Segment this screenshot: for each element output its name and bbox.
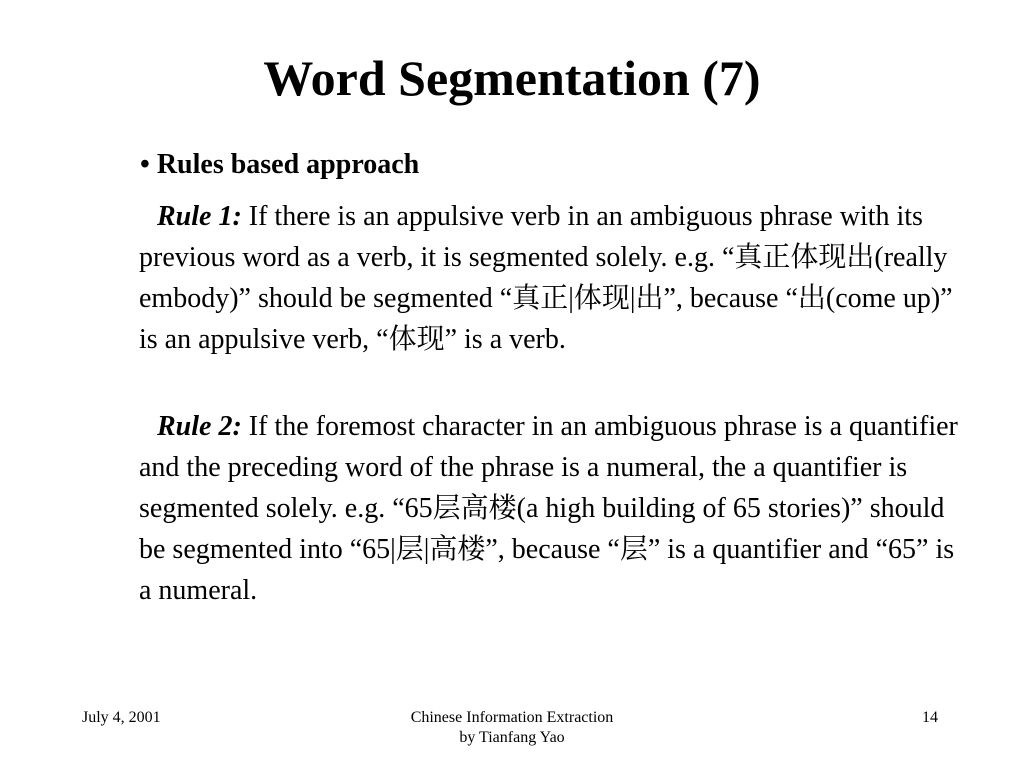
footer-title-line2: by Tianfang Yao <box>459 729 565 746</box>
footer-date: July 4, 2001 <box>82 709 161 726</box>
bullet-symbol: • <box>140 149 150 180</box>
slide-title: Word Segmentation (7) <box>263 50 761 106</box>
footer-title-line1: Chinese Information Extraction <box>410 709 614 726</box>
footer-title <box>312 708 712 748</box>
rule-2-text: If the foremost character in an ambiguous phrase is a quantifier and the preceding word of the phrase is a numeral, the a quantifier is segmented solely. e.g. “65层高楼(a high building of 65 stories)” should be segmented into “65|层|高楼”, because “层” is a quantifier and “65” is a numeral. <box>139 411 958 606</box>
page-number: 14 <box>922 709 938 726</box>
rule-1-label: Rule 1: <box>157 201 242 232</box>
rule-2-label: Rule 2: <box>157 411 242 442</box>
rule-1-paragraph <box>139 196 969 360</box>
rule-2-paragraph <box>139 406 969 611</box>
bullet-text: Rules based approach <box>156 149 420 180</box>
rule-1-text: If there is an appulsive verb in an ambiguous phrase with its previous word as a verb, it is segmented solely. e.g. “真正体现出(really embody)” should be segmented “真正|体现|出”, because “出(come up)” is an appulsive verb, “体现” is a verb. <box>139 201 953 355</box>
bullet-heading <box>140 148 419 182</box>
